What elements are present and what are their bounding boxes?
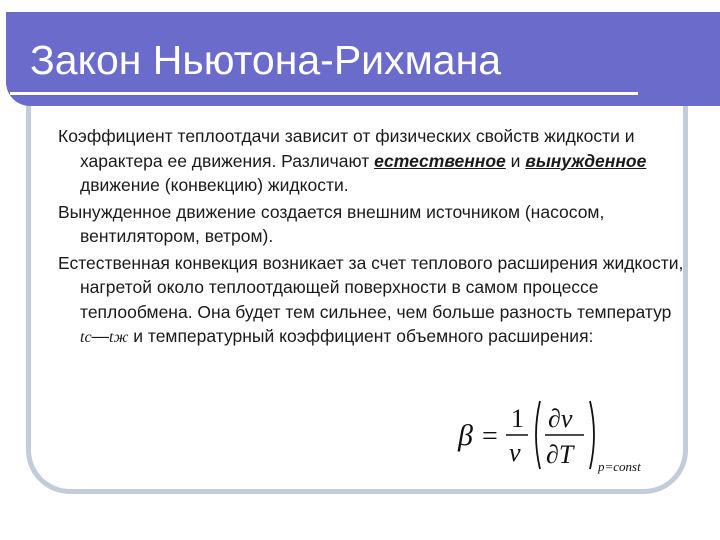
term-forced: вынужденное	[525, 150, 647, 171]
formula-subscript: p=const	[598, 459, 641, 474]
right-paren	[590, 401, 594, 469]
temp-dash: —	[91, 326, 110, 346]
formula-num-1: 1	[511, 404, 524, 433]
temp-tz: tж	[109, 329, 129, 346]
paragraph-1-text-a: Коэффициент теплоотдачи зависит от физических свойств жидкости и характера ее движения. Различают	[58, 126, 635, 171]
formula-num-2: ∂v	[548, 404, 573, 433]
paragraph-3-text-a: Естественная конвекция возникает за счет теплового расширения жидкости, нагретой около теплоотдающей поверхности в самом процессе теплообмена. Она будет тем сильнее, чем больше разность температур	[58, 252, 684, 322]
paragraph-3-text-b: и температурный коэффициент объемного расширения:	[128, 326, 594, 346]
paragraph-1-text-b: и	[505, 150, 526, 171]
slide-title: Закон Ньютона-Рихмана	[30, 37, 502, 83]
formula-equals: =	[482, 421, 498, 452]
formula-svg	[456, 395, 716, 475]
left-paren	[536, 401, 540, 469]
paragraph-2: Вынужденное движение создается внешним источником (насосом, вентилятором, ветром).	[58, 201, 605, 246]
paragraph-1	[58, 124, 686, 198]
title-underline	[10, 92, 638, 95]
term-natural: естественное	[374, 150, 506, 171]
expansion-coefficient-formula	[456, 395, 716, 475]
paragraph-1-text-c: движение (конвекцию) жидкости.	[80, 175, 349, 195]
formula-beta: β	[458, 419, 473, 452]
formula-den-2: ∂T	[546, 440, 574, 469]
formula-den-1: v	[509, 438, 521, 467]
paragraph-3	[58, 251, 686, 351]
temp-tc: tc	[80, 329, 92, 346]
body-text	[58, 124, 686, 353]
